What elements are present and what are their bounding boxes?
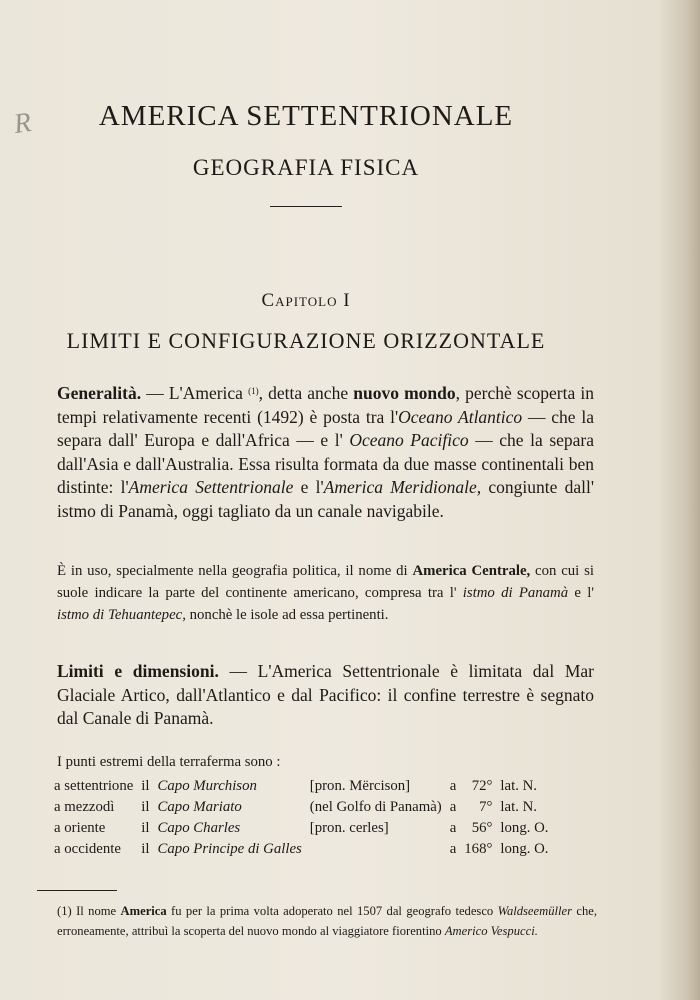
text-run: È in uso, specialmente nella geografia politica, il nome di	[57, 563, 413, 579]
italic-term: Oceano Pacifico	[349, 430, 469, 450]
footnote-divider	[37, 890, 117, 891]
bold-term: nuovo mondo	[353, 383, 456, 403]
coordinate-cell: long. O.	[500, 841, 549, 857]
chapter-title: LIMITI E CONFIGURAZIONE ORIZZONTALE	[66, 328, 546, 353]
pronunciation-cell: (nel Golfo di Panamà)	[309, 799, 442, 815]
coordinate-cell: lat. N.	[500, 778, 537, 794]
degree-cell: 168°	[464, 841, 493, 857]
cape-name-cell: Capo Murchison	[157, 778, 257, 794]
text-run: e l'	[568, 585, 595, 601]
table-row	[50, 839, 553, 860]
text-run: — L'America	[141, 383, 249, 403]
degree-cell: 56°	[471, 820, 493, 836]
text-run: che, erroneamente, attribuì la scoperta del nuovo mondo al viaggiatore fiorentino	[57, 904, 598, 938]
text-run: congiunte dall' istmo di Panamà, oggi tagliato da un canale navigabile.	[57, 477, 594, 521]
cape-name-cell: Capo Mariato	[157, 799, 242, 815]
table-row	[50, 797, 553, 818]
preposition-cell: a	[449, 799, 457, 815]
section-heading: Limiti e dimensioni.	[57, 661, 219, 681]
paragraph-generalita	[57, 380, 594, 523]
table-row	[50, 818, 553, 839]
paragraph-limiti	[57, 660, 594, 731]
italic-term: Americo Vespucci.	[444, 924, 538, 938]
direction-cell: a oriente	[54, 820, 106, 836]
section-heading: Generalità.	[57, 383, 142, 403]
text-run: Il nome	[71, 904, 121, 918]
pronunciation-cell: [pron. Mërcison]	[309, 778, 411, 794]
pencil-margin-mark: R	[11, 106, 34, 141]
text-run: — che la separa dall'Asia e dall'Australia. Essa risulta formata da due masse continentali ben distinte: l'	[57, 430, 595, 497]
cape-name-cell: Capo Principe di Galles	[157, 841, 302, 857]
preposition-cell: a	[449, 841, 457, 857]
cape-name-cell: Capo Charles	[157, 820, 241, 836]
footnote	[57, 901, 597, 941]
pronunciation-cell	[306, 839, 446, 860]
paragraph-america-centrale	[57, 560, 594, 626]
text-run: — L'America Settentrionale è limitata dal Mar Glaciale Artico, dall'Atlantico e dal Pacifico: il confine terrestre è segnato dal Canale di Panamà.	[57, 661, 594, 728]
chapter-number: Capitolo I	[261, 290, 351, 311]
direction-cell: a mezzodì	[54, 799, 115, 815]
bold-term: America	[120, 904, 167, 918]
italic-term: Oceano Atlantico	[398, 406, 523, 427]
text-run: fu per la prima volta adoperato nel 1507 dal geografo tedesco	[166, 904, 498, 918]
article-cell: il	[141, 778, 150, 794]
page-subtitle: GEOGRAFIA FISICA	[192, 155, 420, 180]
italic-term: istmo di Panamà	[462, 585, 569, 601]
article-cell: il	[141, 820, 150, 836]
italic-term: America Settentrionale	[128, 477, 294, 497]
direction-cell: a occidente	[54, 841, 121, 857]
table-row	[50, 776, 553, 797]
footnote-mark: (1)	[57, 904, 72, 918]
points-intro: I punti estremi della terraferma sono :	[57, 754, 281, 770]
extreme-points-table	[50, 776, 553, 860]
article-cell: il	[141, 799, 150, 815]
title-divider	[270, 206, 342, 207]
coordinate-cell: lat. N.	[500, 799, 537, 815]
text-run: , detta anche	[258, 383, 354, 403]
italic-term: Waldseemüller	[497, 904, 572, 918]
bold-term: America Centrale,	[412, 563, 531, 579]
text-run: — che la separa dall' Europa e dall'Africa — e l'	[57, 406, 594, 450]
pronunciation-cell: [pron. cerles]	[309, 820, 389, 836]
preposition-cell: a	[449, 820, 457, 836]
text-run: nonchè le isole ad essa pertinenti.	[185, 607, 389, 623]
text-run: e l'	[293, 477, 324, 497]
text-run: con cui si suole indicare la parte del continente americano, compresa tra l'	[57, 563, 594, 601]
degree-cell: 7°	[479, 799, 493, 815]
italic-term: America Meridionale,	[323, 477, 482, 497]
footnote-ref: (1)	[248, 386, 259, 396]
direction-cell: a settentrione	[54, 778, 134, 794]
coordinate-cell: long. O.	[500, 820, 549, 836]
text-run: , perchè scoperta in tempi relativamente recenti (1492) è posta tra l'	[57, 383, 594, 427]
italic-term: istmo di Tehuantepec,	[57, 607, 186, 623]
degree-cell: 72°	[471, 778, 493, 794]
preposition-cell: a	[449, 778, 457, 794]
article-cell: il	[141, 841, 150, 857]
page-title: AMERICA SETTENTRIONALE	[98, 100, 514, 132]
